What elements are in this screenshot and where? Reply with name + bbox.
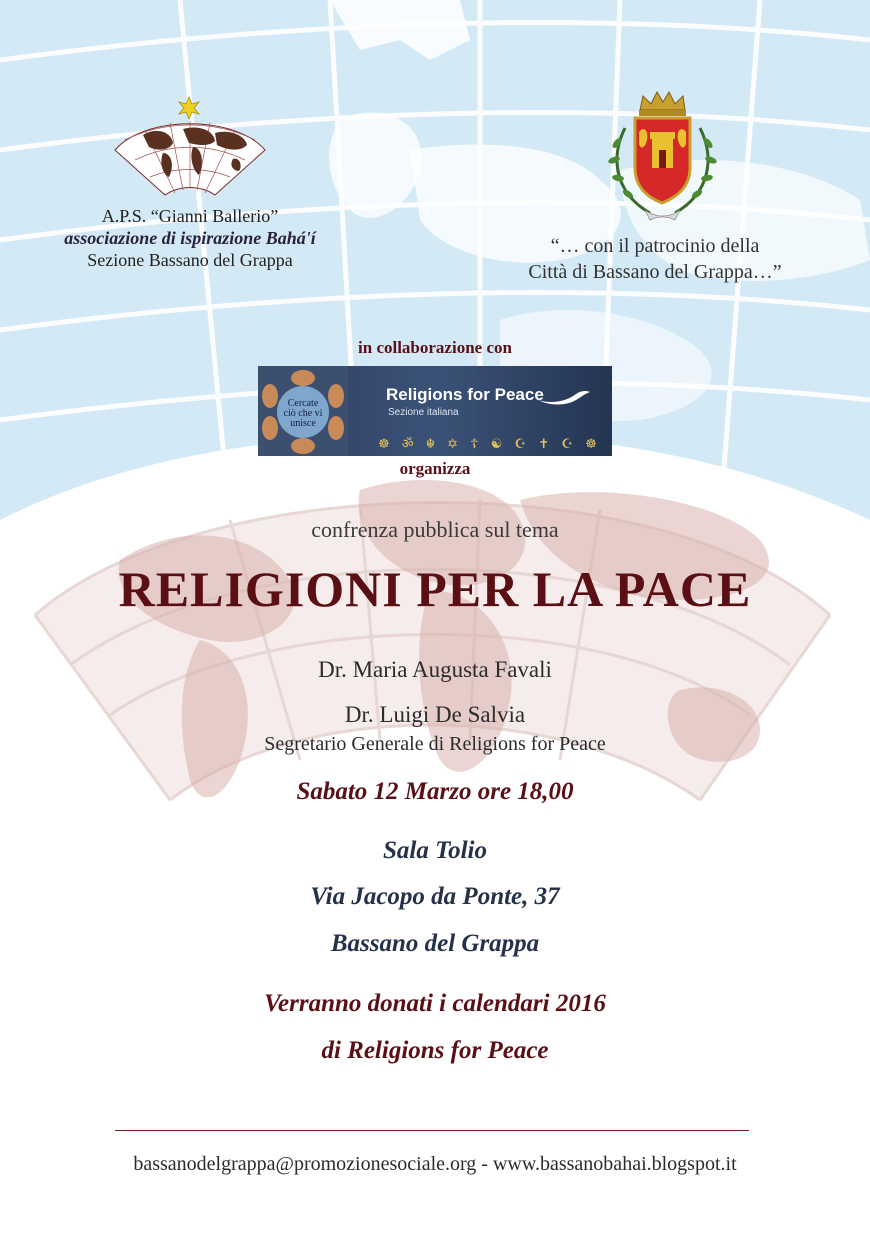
collaboration-label: in collaborazione con: [358, 338, 512, 357]
organizer-tagline: associazione di ispirazione Bahá'í: [64, 228, 316, 248]
gift-line-1: Verranno donati i calendari 2016: [264, 990, 606, 1017]
organizer-block: [40, 205, 340, 271]
bahai-globe-logo: [105, 95, 275, 200]
hands-text-line-3: unisce: [290, 418, 316, 429]
event-title: RELIGIONI PER LA PACE: [118, 561, 752, 617]
religions-for-peace-banner: [258, 366, 612, 456]
patronage-block: [480, 233, 830, 285]
organizes-label: organizza: [399, 459, 471, 478]
hands-text-line-1: Cercate: [287, 398, 319, 409]
event-address: Via Jacopo da Ponte, 37: [310, 883, 560, 910]
religious-symbols-row: ☸ ॐ ☬ ✡ ☦ ☯ ☪ ✝ ☪ ☸: [378, 437, 601, 452]
gift-line-2: di Religions for Peace: [321, 1037, 549, 1064]
event-date: Sabato 12 Marzo ore 18,00: [296, 778, 574, 805]
hands-circle-icon: [258, 366, 348, 456]
partner-title: Religions for Peace: [386, 385, 544, 404]
bassano-coat-of-arms: [595, 88, 730, 228]
event-intro: confrenza pubblica sul tema: [311, 517, 559, 542]
hands-text-line-2: ciò che vi: [283, 408, 323, 419]
speaker-2-role: Segretario Generale di Religions for Peace: [264, 733, 606, 755]
event-city: Bassano del Grappa: [330, 930, 540, 957]
organizer-section: Sezione Bassano del Grappa: [87, 250, 293, 270]
patronage-line-2: Città di Bassano del Grappa…”: [528, 261, 782, 283]
patronage-line-1: “… con il patrocinio della: [550, 235, 760, 257]
footer-contacts[interactable]: bassanodelgrappa@promozionesociale.org - www.bassanobahai.blogspot.it: [133, 1153, 737, 1175]
event-venue: Sala Tolio: [383, 837, 487, 864]
speaker-2: Dr. Luigi De Salvia: [344, 702, 526, 727]
organizer-name: A.P.S. “Gianni Ballerio”: [101, 206, 279, 226]
footer-divider: [115, 1130, 749, 1131]
speaker-1: Dr. Maria Augusta Favali: [318, 657, 552, 682]
dove-icon: [536, 386, 592, 408]
partner-subtitle: Sezione italiana: [388, 407, 459, 418]
